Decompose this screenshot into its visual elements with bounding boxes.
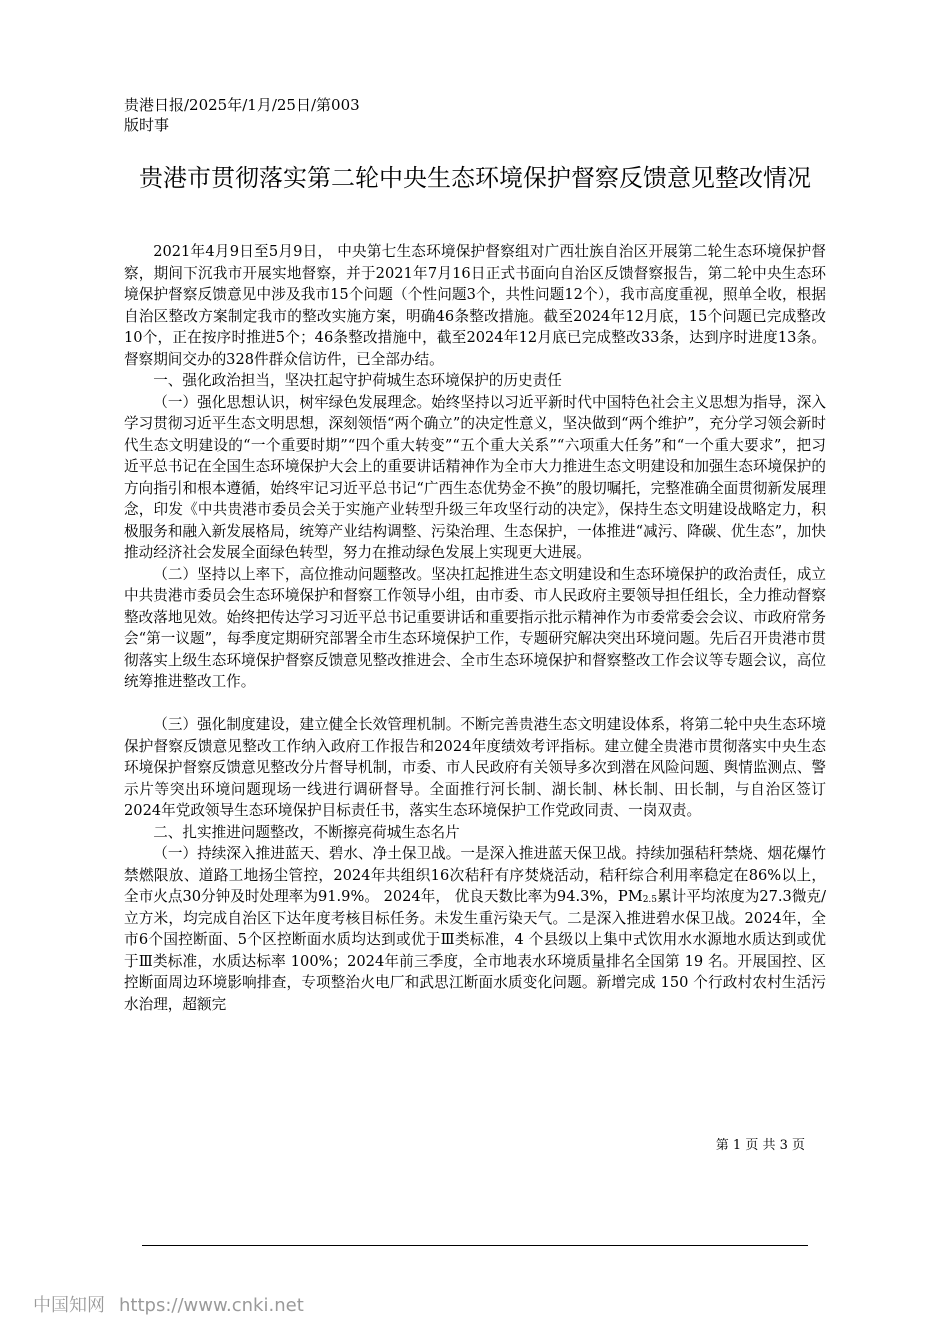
source-line-1: 贵港日报/2025年/1月/25日/第003 bbox=[124, 96, 360, 114]
section-heading-2: 二、扎实推进问题整改，不断擦亮荷城生态名片 bbox=[153, 823, 460, 841]
watermark-url: https://www.cnki.net bbox=[119, 1295, 304, 1316]
paragraph-1-3: （三）强化制度建设，建立健全长效管理机制。不断完善贵港生态文明建设体系，将第二轮中央生态环境保护督察反馈意见整改工作纳入政府工作报告和2024年度绩效考评指标。建立健全贵港市贯彻落实中央生态环境保护督察反馈意见整改分片督导机制，市委、市人民政府有关领导多次到潜在风险问题、舆情监测点、警示片等突出环境问题现场一线进行调研督导。全面推行河长制、湖长制、林长制、田长制，与自治区签订2024年党政领导生态环境保护目标责任书，落实生态环境保护工作党政同责、一岗双责。 bbox=[124, 716, 826, 819]
article-body bbox=[124, 241, 826, 1015]
pm-subscript: 2.5 bbox=[642, 895, 658, 905]
paragraph-2-1-part-a: （一）持续深入推进蓝天、碧水、净土保卫战。一是深入推进蓝天保卫战。持续加强秸秆禁烧、烟花爆竹禁燃限放、道路工地扬尘管控，2024年共组织16次秸秆有序焚烧活动，秸秆综合利用率稳定在86%以上， 全市火点30分钟及时处理率为91.9%。 2024年， 优良天数比率为94.3%，PM bbox=[124, 845, 826, 905]
source-line-2: 版时事 bbox=[124, 116, 170, 134]
source-info bbox=[124, 95, 424, 135]
watermark-brand: 中国知网 bbox=[33, 1295, 105, 1316]
paragraph-2-1 bbox=[124, 843, 826, 1015]
page-number: 第 1 页 共 3 页 bbox=[715, 1138, 805, 1153]
cnki-watermark bbox=[33, 1294, 304, 1318]
paragraph-intro: 2021年4月9日至5月9日， 中央第七生态环境保护督察组对广西壮族自治区开展第二轮生态环境保护督察，期间下沉我市开展实地督察，并于2021年7月16日正式书面向自治区反馈督察报告，第二轮中央生态环境保护督察反馈意见中涉及我市15个问题（个性问题3个，共性问题12个），我市高度重视，照单全收，根据自治区整改方案制定我市的整改实施方案，明确46条整改措施。截至2024年12月底，15个问题已完成整改10个，正在按序时推进5个；46条整改措施中，截至2024年12月底已完成整改33条，达到序时进度13条。督察期间交办的328件群众信访件，已全部办结。 bbox=[124, 243, 826, 368]
paragraph-1-2: （二）坚持以上率下，高位推动问题整改。坚决扛起推进生态文明建设和生态环境保护的政治责任，成立中共贵港市委员会生态环境保护和督察工作领导小组，由市委、市人民政府主要领导担任组长，全力推动督察整改落地见效。始终把传达学习习近平总书记重要讲话和重要指示批示精神作为市委常委会会议、市政府常务会“第一议题”，每季度定期研究部署全市生态环境保护工作，专题研究解决突出环境问题。先后召开贵港市贯彻落实上级生态环境保护督察反馈意见整改推进会、全市生态环境保护和督察整改工作会议等专题会议，高位统筹推进整改工作。 bbox=[124, 565, 826, 690]
footer-divider bbox=[142, 1245, 808, 1246]
article-title: 贵港市贯彻落实第二轮中央生态环境保护督察反馈意见整改情况 bbox=[139, 164, 811, 192]
paragraph-2-1-part-b: 累计平均浓度为27.3微克/立方米，均完成自治区下达年度考核目标任务。未发生重污染天气。二是深入推进碧水保卫战。2024年，全市6个国控断面、5个区控断面水质均达到或优于Ⅲ类标准，4 个县级以上集中式饮用水水源地水质达到或优于Ⅲ类标准，水质达标率 100%；2024年前三季度，全市地表水环境质量排名全国第 19 名。开展国控、区控断面周边环境影响排查，专项整治火电厂和武思江断面水质变化问题。新增完成 150 个行政村农村生活污水治理，超额完 bbox=[124, 888, 826, 1013]
paragraph-1-1: （一）强化思想认识，树牢绿色发展理念。始终坚持以习近平新时代中国特色社会主义思想为指导，深入学习贯彻习近平生态文明思想，深刻领悟“两个确立”的决定性意义，坚决做到“两个维护”，充分学习领会新时代生态文明建设的“一个重要时期”“四个重大转变”“五个重大关系”“六项重大任务”和“一个重大要求”，把习近平总书记在全国生态环境保护大会上的重要讲话精神作为全市大力推进生态文明建设和加强生态环境保护的方向指引和根本遵循，始终牢记习近平总书记“广西生态优势金不换”的殷切嘱托，完整准确全面贯彻新发展理念，印发《中共贵港市委员会关于实施产业转型升级三年攻坚行动的决定》，保持生态文明建设战略定力，积极服务和融入新发展格局，统筹产业结构调整、污染治理、生态保护，一体推进“减污、降碳、优生态”，加快推动经济社会发展全面绿色转型，努力在推动绿色发展上实现更大进展。 bbox=[124, 393, 826, 561]
section-heading-1: 一、强化政治担当，坚决扛起守护荷城生态环境保护的历史责任 bbox=[153, 372, 562, 389]
